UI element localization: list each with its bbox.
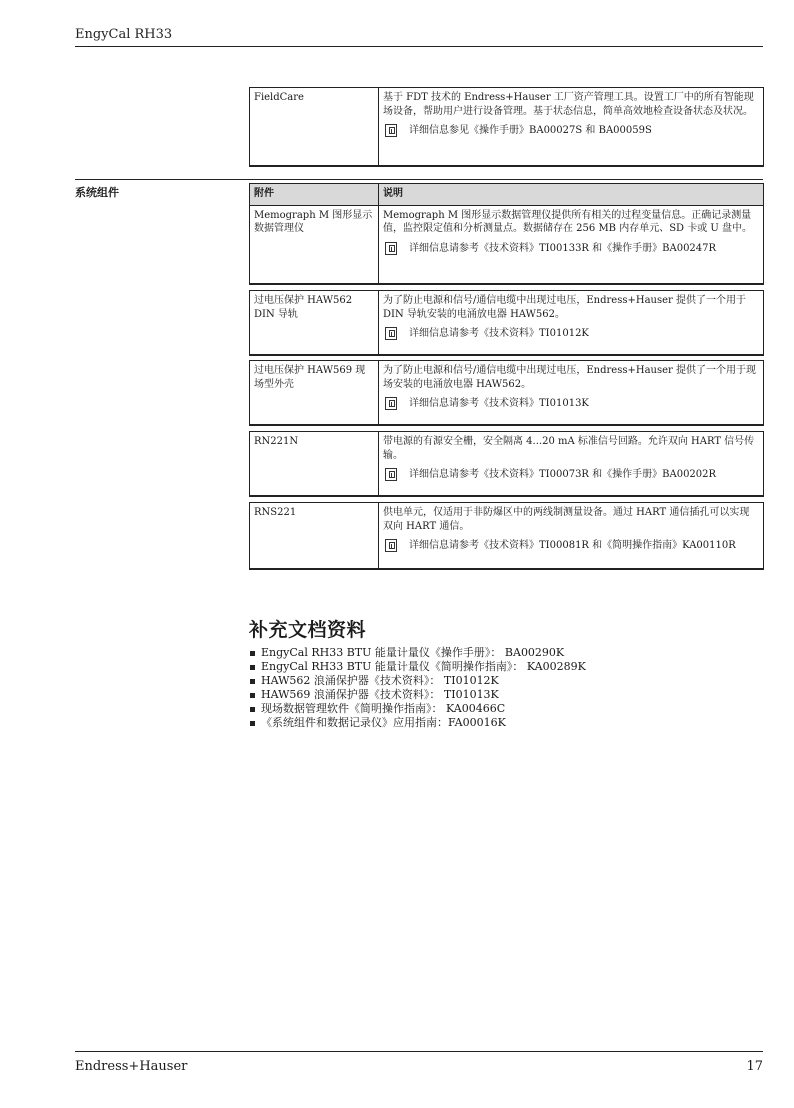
accessory-note — [383, 327, 759, 341]
document-reference-icon — [385, 124, 397, 137]
list-item: HAW569 浪涌保护器《技术资料》： TI01013K — [249, 688, 586, 702]
accessory-description-cell — [379, 205, 764, 284]
section-rule — [75, 179, 763, 180]
section-label-system-components: 系统组件 — [75, 186, 119, 199]
document-reference-icon — [385, 397, 397, 410]
accessory-description-cell — [379, 432, 764, 497]
accessory-description: 为了防止电源和信号/通信电缆中出现过电压，Endress+Hauser 提供了一个用于 DIN 导轨安装的电涌放电器 HAW562。 — [383, 295, 746, 320]
accessory-name: RNS221 — [250, 503, 379, 570]
accessory-description-cell — [379, 361, 764, 426]
accessory-name: Memograph M 图形显示数据管理仪 — [250, 205, 379, 284]
accessory-name: 过电压保护 HAW562 DIN 导轨 — [250, 291, 379, 356]
accessory-note — [383, 468, 759, 482]
accessory-description: Memograph M 图形显示数据管理仪提供所有相关的过程变量信息。正确记录测量值，监控限定值和分析测量点。数据储存在 256 MB 内存单元、SD 卡或 U 盘中。 — [383, 209, 753, 234]
components-table-3 — [249, 360, 764, 426]
footer-rule — [75, 1051, 763, 1052]
accessory-description: 为了防止电源和信号/通信电缆中出现过电压，Endress+Hauser 提供了一个用于现场安装的电涌放电器 HAW562。 — [383, 365, 756, 390]
list-item: HAW562 浪涌保护器《技术资料》： TI01012K — [249, 674, 586, 688]
column-header-accessory: 附件 — [250, 184, 379, 206]
supplementary-docs-title: 补充文档资料 — [249, 619, 367, 641]
list-item: EngyCal RH33 BTU 能量计量仪《操作手册》： BA00290K — [249, 646, 586, 660]
accessory-note-text: 详细信息请参考《技术资料》TI00081R 和《简明操作指南》KA00110R — [409, 540, 736, 551]
list-item: 现场数据管理软件《简明操作指南》： KA00466C — [249, 702, 586, 716]
accessory-description-cell — [379, 291, 764, 356]
fieldcare-note-text: 详细信息参见《操作手册》BA00027S 和 BA00059S — [409, 125, 652, 136]
components-table-1 — [249, 183, 764, 285]
accessory-description: 供电单元，仅适用于非防爆区中的两线制测量设备。通过 HART 通信插孔可以实现双向 HART 通信。 — [383, 507, 750, 532]
list-item: EngyCal RH33 BTU 能量计量仪《简明操作指南》： KA00289K — [249, 660, 586, 674]
components-table-2 — [249, 290, 764, 356]
accessory-note — [383, 539, 759, 553]
header-rule — [75, 46, 763, 47]
footer-brand: Endress+Hauser — [75, 1059, 188, 1074]
list-item: 《系统组件和数据记录仪》应用指南：FA00016K — [249, 716, 586, 730]
table-row — [250, 88, 764, 167]
accessory-note-text: 详细信息请参考《技术资料》TI01012K — [409, 328, 589, 339]
fieldcare-description-cell — [379, 88, 764, 167]
accessory-description: 带电源的有源安全栅，安全隔离 4...20 mA 标准信号回路。允许双向 HART 信号传输。 — [383, 436, 755, 461]
supplementary-docs-list — [249, 646, 586, 730]
fieldcare-description: 基于 FDT 技术的 Endress+Hauser 工厂资产管理工具。设置工厂中的所有智能现场设备，帮助用户进行设备管理。基于状态信息，简单高效地检查设备状态及状况。 — [383, 92, 754, 117]
accessory-note — [383, 397, 759, 411]
fieldcare-note — [383, 124, 759, 138]
document-reference-icon — [385, 327, 397, 340]
components-table-5 — [249, 502, 764, 570]
document-reference-icon — [385, 539, 397, 552]
page-header-title: EngyCal RH33 — [75, 27, 173, 42]
accessory-note-text: 详细信息请参考《技术资料》TI00073R 和《操作手册》BA00202R — [409, 469, 717, 480]
document-reference-icon — [385, 242, 397, 255]
column-header-description: 说明 — [379, 184, 764, 206]
document-reference-icon — [385, 468, 397, 481]
table-row — [250, 205, 764, 284]
accessory-note-text: 详细信息请参考《技术资料》TI01013K — [409, 398, 589, 409]
accessory-note-text: 详细信息请参考《技术资料》TI00133R 和《操作手册》BA00247R — [409, 242, 717, 254]
table-header-row — [250, 184, 764, 206]
fieldcare-table — [249, 87, 764, 167]
page-number: 17 — [746, 1059, 763, 1074]
table-row — [250, 503, 764, 570]
accessory-name: 过电压保护 HAW569 现场型外壳 — [250, 361, 379, 426]
table-row — [250, 432, 764, 497]
table-row — [250, 291, 764, 356]
accessory-name: RN221N — [250, 432, 379, 497]
table-row — [250, 361, 764, 426]
fieldcare-name: FieldCare — [250, 88, 379, 167]
components-table-4 — [249, 431, 764, 497]
accessory-note — [383, 242, 759, 256]
accessory-description-cell — [379, 503, 764, 570]
